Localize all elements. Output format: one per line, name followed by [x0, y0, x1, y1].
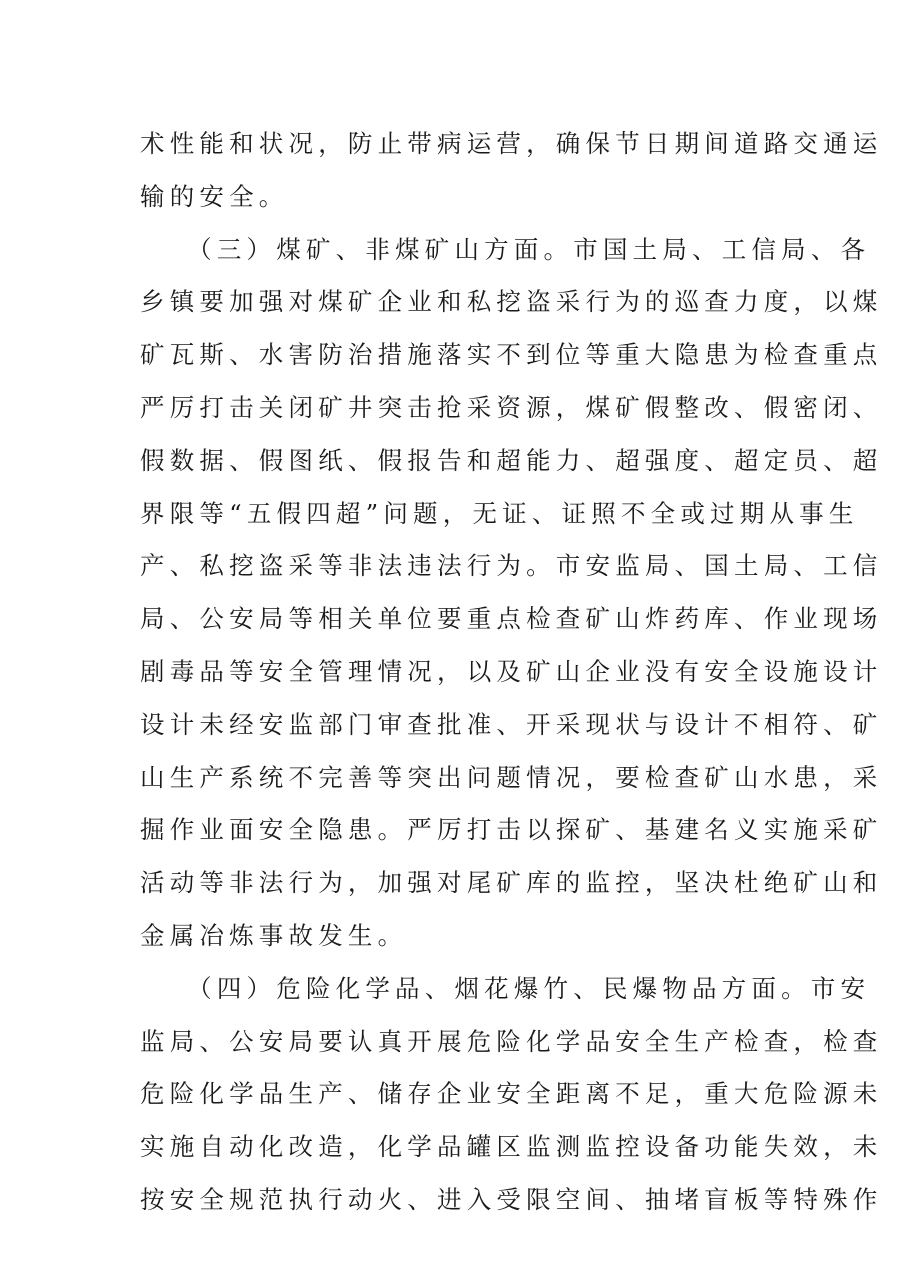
text-line: 产、私挖盗采等非法违法行为。市安监局、国土局、工信 — [140, 551, 883, 581]
text-line: 输的安全。 — [140, 181, 289, 211]
text-line: 界限等“五假四超”问题，无证、证照不全或过期从事生 — [140, 498, 859, 528]
text-line: 掘作业面安全隐患。严厉打击以探矿、基建名义实施采矿 — [140, 815, 883, 845]
text-line: 按安全规范执行动火、进入受限空间、抽堵盲板等特殊作 — [140, 1184, 883, 1214]
text-line: 活动等非法行为，加强对尾矿库的监控，坚决杜绝矿山和 — [140, 868, 883, 898]
text-line: 实施自动化改造，化学品罐区监测监控设备功能失效，未 — [140, 1132, 883, 1162]
text-line: 山生产系统不完善等突出问题情况，要检查矿山水患，采 — [140, 762, 883, 792]
text-line: 局、公安局等相关单位要重点检查矿山炸药库、作业现场 — [140, 604, 883, 634]
section-4-heading-line: （四）危险化学品、烟花爆竹、民爆物品方面。市安 — [140, 973, 871, 1003]
document-body — [140, 118, 883, 1227]
section-3-heading-line: （三）煤矿、非煤矿山方面。市国土局、工信局、各 — [140, 234, 871, 264]
text-line: 金属冶炼事故发生。 — [140, 920, 408, 950]
text-line: 剧毒品等安全管理情况，以及矿山企业没有安全设施设计 — [140, 656, 883, 686]
text-line: 乡镇要加强对煤矿企业和私挖盗采行为的巡查力度，以煤 — [140, 287, 883, 317]
text-line: 设计未经安监部门审查批准、开采现状与设计不相符、矿 — [140, 709, 883, 739]
text-line: 术性能和状况，防止带病运营，确保节日期间道路交通运 — [140, 129, 883, 158]
text-line: 严厉打击关闭矿井突击抢采资源，煤矿假整改、假密闭、 — [140, 392, 883, 422]
text-line: 危险化学品生产、储存企业安全距离不足，重大危险源未 — [140, 1079, 883, 1109]
text-line: 假数据、假图纸、假报告和超能力、超强度、超定员、超 — [140, 445, 883, 475]
text-line: 监局、公安局要认真开展危险化学品安全生产检查，检查 — [140, 1026, 883, 1056]
text-line: 矿瓦斯、水害防治措施落实不到位等重大隐患为检查重点 — [140, 340, 883, 370]
